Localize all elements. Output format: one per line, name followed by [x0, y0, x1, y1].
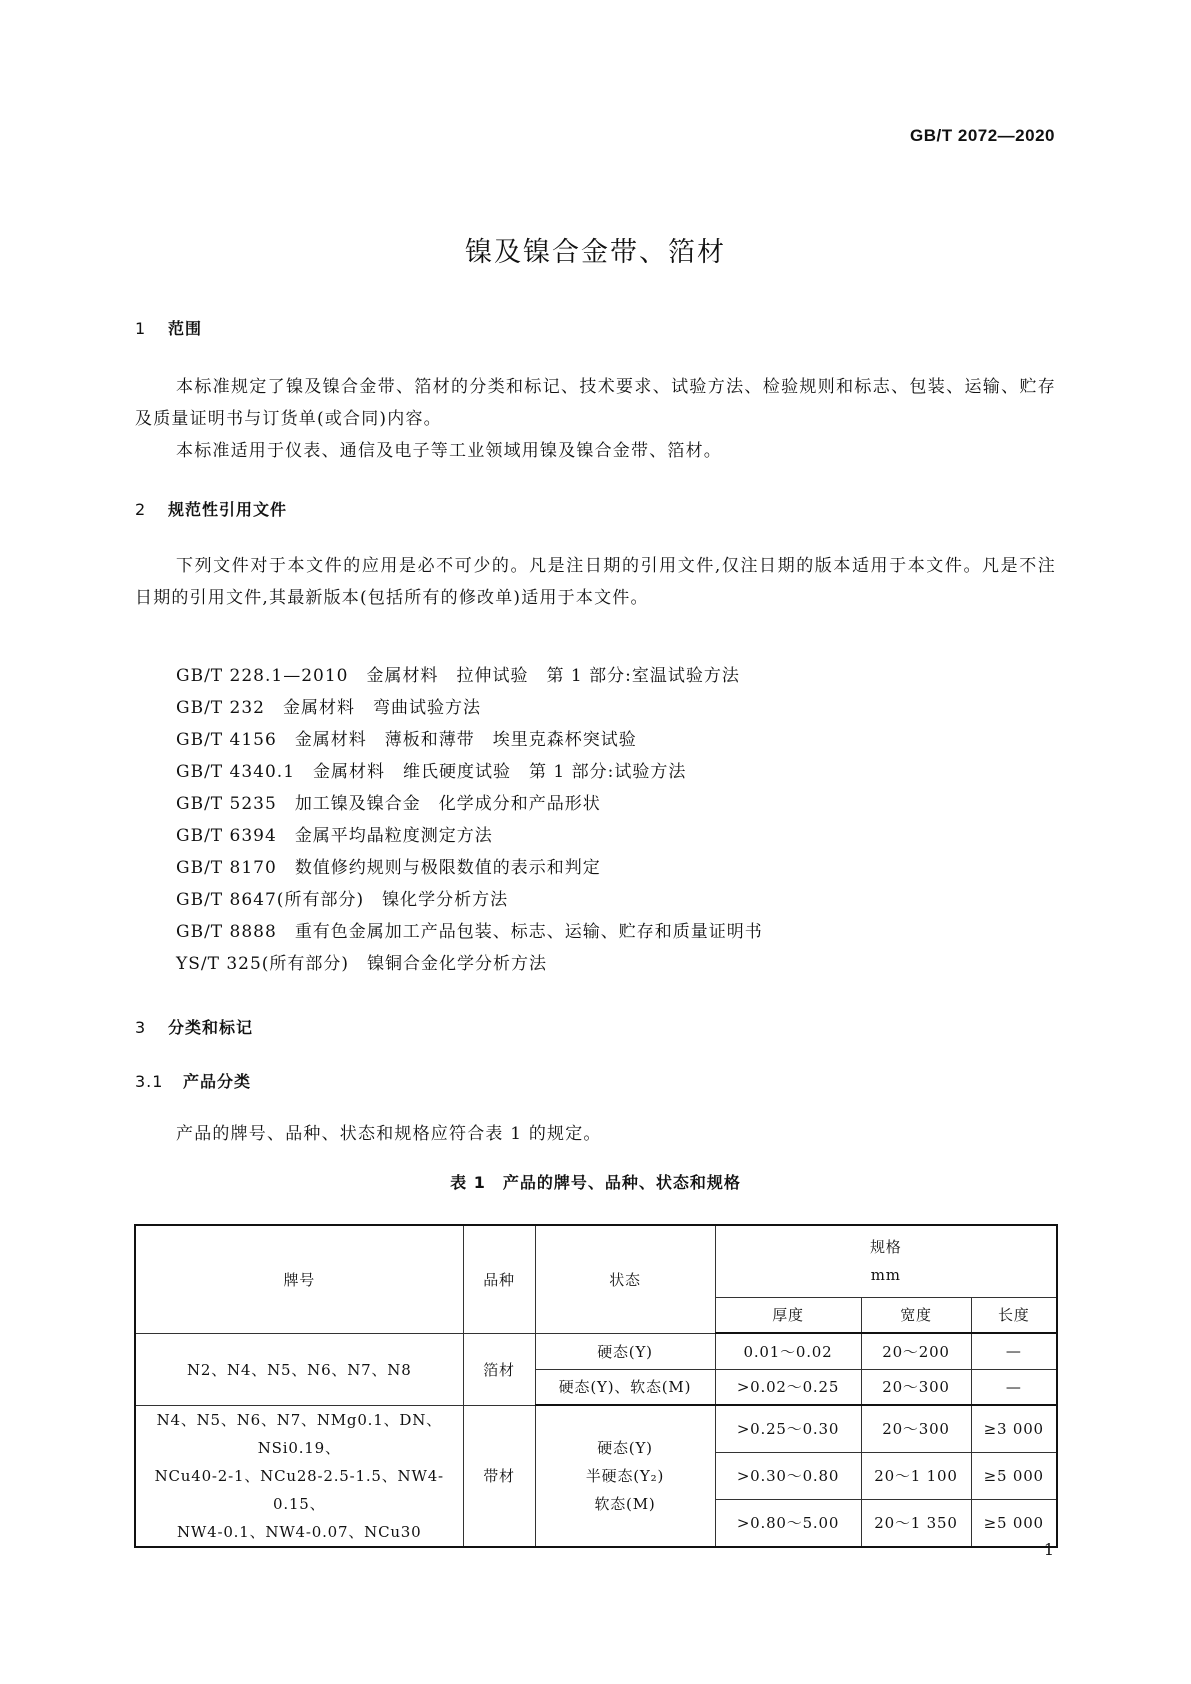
reference-list	[176, 660, 763, 980]
temper-cell: 硬态(Y)	[535, 1333, 715, 1369]
section-3-1-heading	[135, 1069, 251, 1092]
length-cell: ≥3 000	[971, 1405, 1057, 1452]
reference-code: GB/T 8888	[176, 922, 277, 942]
page-number: 1	[1043, 1540, 1054, 1559]
reference-code: GB/T 232	[176, 698, 265, 718]
reference-code: GB/T 8170	[176, 858, 277, 878]
reference-title: 金属材料 拉伸试验 第 1 部分:室温试验方法	[366, 666, 740, 686]
scope-paragraph-1: 本标准规定了镍及镍合金带、箔材的分类和标记、技术要求、试验方法、检验规则和标志、包装、运输、贮存及质量证明书与订货单(或合同)内容。	[135, 377, 1056, 429]
header-spec-unit: mm	[870, 1266, 901, 1285]
reference-item	[176, 916, 763, 948]
section-1-heading	[135, 316, 202, 339]
section-title: 范围	[168, 319, 203, 338]
temper-line: 硬态(Y)	[597, 1438, 653, 1457]
grade-line: NCu40-2-1、NCu28-2.5-1.5、NW4-0.15、	[154, 1466, 444, 1513]
document-title: 镍及镍合金带、箔材	[465, 237, 726, 268]
length-cell: —	[971, 1369, 1057, 1405]
reference-item	[176, 820, 763, 852]
temper-cell: 硬态(Y)、软态(M)	[535, 1369, 715, 1405]
thickness-cell: >0.30～0.80	[715, 1452, 861, 1499]
variety-cell: 带材	[463, 1405, 535, 1547]
section-2-heading	[135, 497, 287, 520]
reference-title: 重有色金属加工产品包装、标志、运输、贮存和质量证明书	[294, 922, 763, 942]
length-cell: —	[971, 1333, 1057, 1369]
section-title: 分类和标记	[168, 1018, 254, 1037]
references-intro: 下列文件对于本文件的应用是必不可少的。凡是注日期的引用文件,仅注日期的版本适用于本文件。凡是不注日期的引用文件,其最新版本(包括所有的修改单)适用于本文件。	[135, 556, 1056, 608]
reference-item	[176, 852, 763, 884]
reference-item	[176, 692, 763, 724]
product-spec-table	[134, 1224, 1058, 1548]
reference-title: 金属材料 维氏硬度试验 第 1 部分:试验方法	[313, 762, 687, 782]
header-width: 宽度	[861, 1297, 971, 1333]
reference-item	[176, 756, 763, 788]
reference-code: YS/T 325(所有部分)	[176, 954, 350, 974]
standard-id: GB/T 2072—2020	[910, 126, 1055, 145]
header-grade: 牌号	[135, 1225, 463, 1333]
reference-code: GB/T 5235	[176, 794, 277, 814]
width-cell: 20～1 100	[861, 1452, 971, 1499]
reference-code: GB/T 228.1—2010	[176, 666, 349, 686]
reference-item	[176, 660, 763, 692]
header-thickness: 厚度	[715, 1297, 861, 1333]
header-spec	[715, 1225, 1057, 1297]
thickness-cell: >0.02～0.25	[715, 1369, 861, 1405]
grade-line: NW4-0.1、NW4-0.07、NCu30	[176, 1522, 422, 1541]
section-3-heading	[135, 1015, 253, 1038]
header-spec-label: 规格	[869, 1238, 902, 1257]
length-cell: ≥5 000	[971, 1452, 1057, 1499]
width-cell: 20～200	[861, 1333, 971, 1369]
reference-item	[176, 788, 763, 820]
section-number: 1	[135, 319, 147, 338]
section-number: 2	[135, 500, 147, 519]
grade-cell	[135, 1405, 463, 1547]
reference-item	[176, 948, 763, 980]
grade-line: N4、N5、N6、N7、NMg0.1、DN、NSi0.19、	[156, 1410, 442, 1457]
header-temper: 状态	[535, 1225, 715, 1333]
reference-code: GB/T 8647(所有部分)	[176, 890, 365, 910]
reference-title: 金属材料 薄板和薄带 埃里克森杯突试验	[294, 730, 637, 750]
width-cell: 20～1 350	[861, 1499, 971, 1546]
section-title: 规范性引用文件	[168, 500, 288, 519]
reference-title: 镍化学分析方法	[382, 890, 509, 910]
reference-title: 镍铜合金化学分析方法	[367, 954, 548, 974]
temper-cell	[535, 1405, 715, 1547]
reference-title: 加工镍及镍合金 化学成分和产品形状	[294, 794, 601, 814]
table-row	[135, 1333, 1057, 1369]
section-number: 3.1	[135, 1072, 164, 1091]
reference-item	[176, 884, 763, 916]
reference-title: 数值修约规则与极限数值的表示和判定	[294, 858, 601, 878]
length-cell: ≥5 000	[971, 1499, 1057, 1546]
thickness-cell: 0.01～0.02	[715, 1333, 861, 1369]
section-title: 产品分类	[183, 1072, 252, 1091]
reference-code: GB/T 4156	[176, 730, 277, 750]
table-caption: 表 1 产品的牌号、品种、状态和规格	[450, 1173, 741, 1192]
width-cell: 20～300	[861, 1369, 971, 1405]
table-row	[135, 1405, 1057, 1452]
header-length: 长度	[971, 1297, 1057, 1333]
thickness-cell: >0.80～5.00	[715, 1499, 861, 1546]
reference-code: GB/T 4340.1	[176, 762, 296, 782]
classification-text: 产品的牌号、品种、状态和规格应符合表 1 的规定。	[176, 1124, 602, 1144]
section-number: 3	[135, 1018, 147, 1037]
reference-code: GB/T 6394	[176, 826, 277, 846]
width-cell: 20～300	[861, 1405, 971, 1452]
thickness-cell: >0.25～0.30	[715, 1405, 861, 1452]
grade-cell: N2、N4、N5、N6、N7、N8	[135, 1333, 463, 1405]
temper-line: 软态(M)	[594, 1494, 656, 1513]
reference-item	[176, 724, 763, 756]
reference-title: 金属材料 弯曲试验方法	[283, 698, 481, 718]
header-variety: 品种	[463, 1225, 535, 1333]
temper-line: 半硬态(Y₂)	[585, 1466, 665, 1485]
reference-title: 金属平均晶粒度测定方法	[294, 826, 493, 846]
variety-cell: 箔材	[463, 1333, 535, 1405]
scope-paragraph-2: 本标准适用于仪表、通信及电子等工业领域用镍及镍合金带、箔材。	[176, 441, 722, 461]
